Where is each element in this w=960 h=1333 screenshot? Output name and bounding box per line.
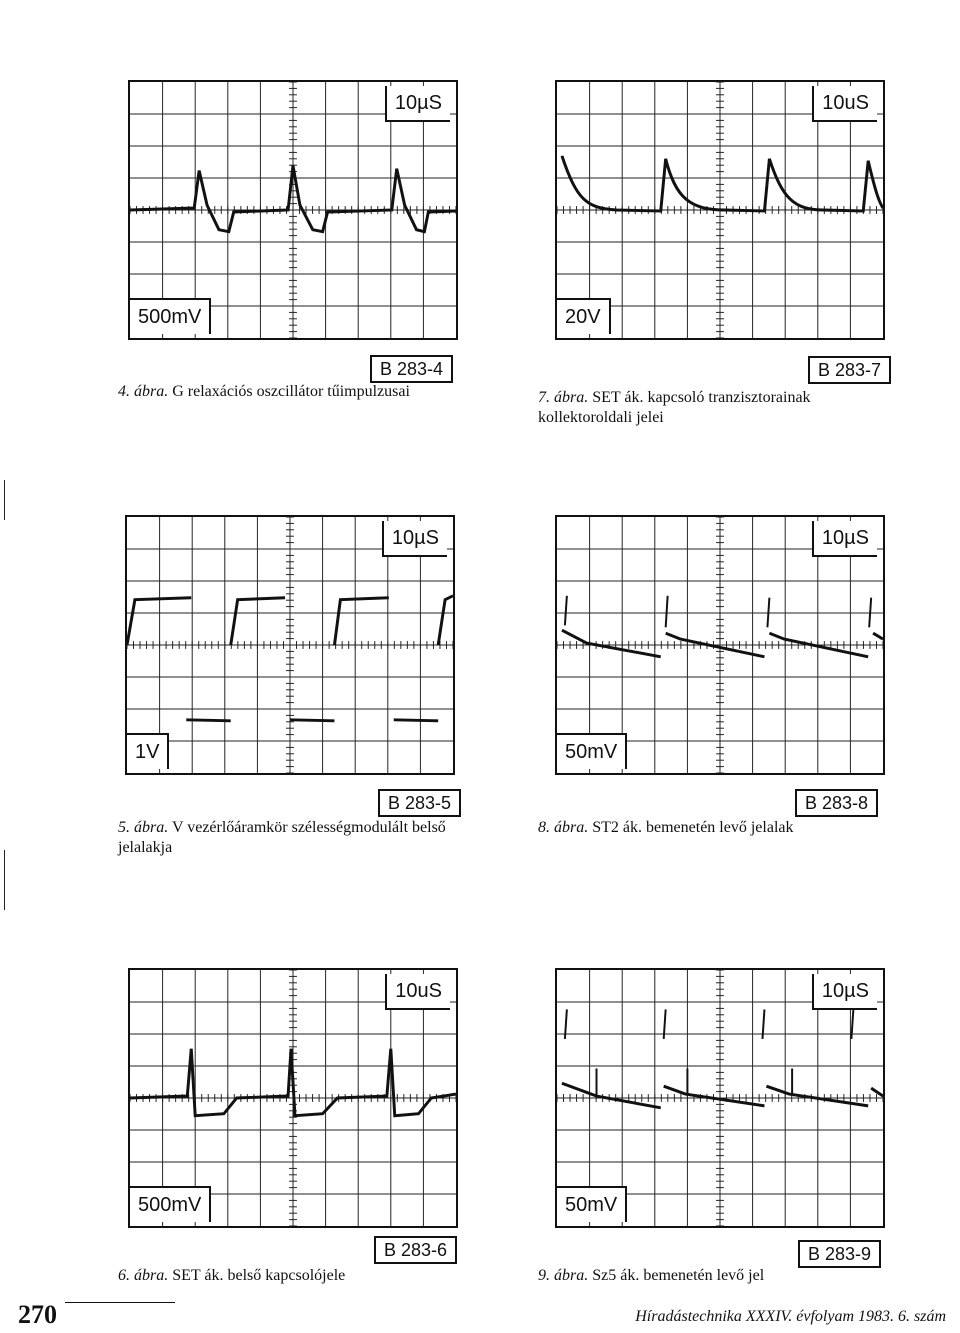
volt-division-label: 1V — [127, 733, 169, 769]
time-division-label: 10µS — [812, 974, 877, 1010]
oscilloscope-figure-6 — [128, 968, 458, 1228]
scan-edge-mark — [4, 480, 5, 520]
volt-division-label: 500mV — [130, 1186, 211, 1222]
caption-number: 6. ábra. — [118, 1267, 169, 1284]
figure-caption — [118, 1266, 478, 1286]
figure-code: B 283-5 — [378, 789, 461, 817]
caption-number: 7. ábra. — [538, 389, 589, 406]
time-division-label: 10µS — [812, 521, 877, 557]
page-number: 270 — [18, 1300, 57, 1329]
caption-text: Sz5 ák. bemenetén levő jel — [592, 1267, 765, 1284]
footer-rule — [65, 1302, 175, 1303]
figure-code: B 283-7 — [808, 356, 891, 384]
time-division-label: 10µS — [382, 521, 447, 557]
time-division-label: 10µS — [385, 86, 450, 122]
figure-code: B 283-9 — [798, 1240, 881, 1268]
caption-text: SET ák. belső kapcsolójele — [172, 1267, 346, 1284]
figure-code: B 283-4 — [370, 355, 453, 383]
volt-division-label: 500mV — [130, 298, 211, 334]
caption-text: SET ák. kapcsoló tranzisztorainak kollektoroldali jelei — [538, 389, 811, 426]
caption-number: 5. ábra. — [118, 819, 169, 836]
oscilloscope-figure-8 — [555, 515, 885, 775]
figure-caption — [538, 388, 898, 428]
figure-caption — [538, 1266, 898, 1286]
volt-division-label: 50mV — [557, 1186, 627, 1222]
scan-edge-mark — [4, 850, 5, 910]
time-division-label: 10uS — [385, 974, 450, 1010]
figure-caption — [118, 382, 478, 402]
volt-division-label: 20V — [557, 298, 611, 334]
volt-division-label: 50mV — [557, 733, 627, 769]
caption-text: ST2 ák. bemenetén levő jelalak — [592, 819, 794, 836]
oscilloscope-figure-5 — [125, 515, 455, 775]
figure-code: B 283-8 — [795, 789, 878, 817]
time-division-label: 10uS — [812, 86, 877, 122]
figure-code: B 283-6 — [374, 1236, 457, 1264]
caption-number: 8. ábra. — [538, 819, 589, 836]
journal-footer: Híradástechnika XXXIV. évfolyam 1983. 6. szám — [635, 1308, 946, 1325]
caption-number: 4. ábra. — [118, 383, 169, 400]
oscilloscope-figure-9 — [555, 968, 885, 1228]
oscilloscope-figure-4 — [128, 80, 458, 340]
caption-text: G relaxációs oszcillátor tűimpulzusai — [172, 383, 410, 400]
figure-caption — [118, 818, 478, 858]
oscilloscope-figure-7 — [555, 80, 885, 340]
caption-text: V vezérlőáramkör szélességmodulált belső jelalakja — [118, 819, 446, 856]
caption-number: 9. ábra. — [538, 1267, 589, 1284]
figure-caption — [538, 818, 898, 838]
